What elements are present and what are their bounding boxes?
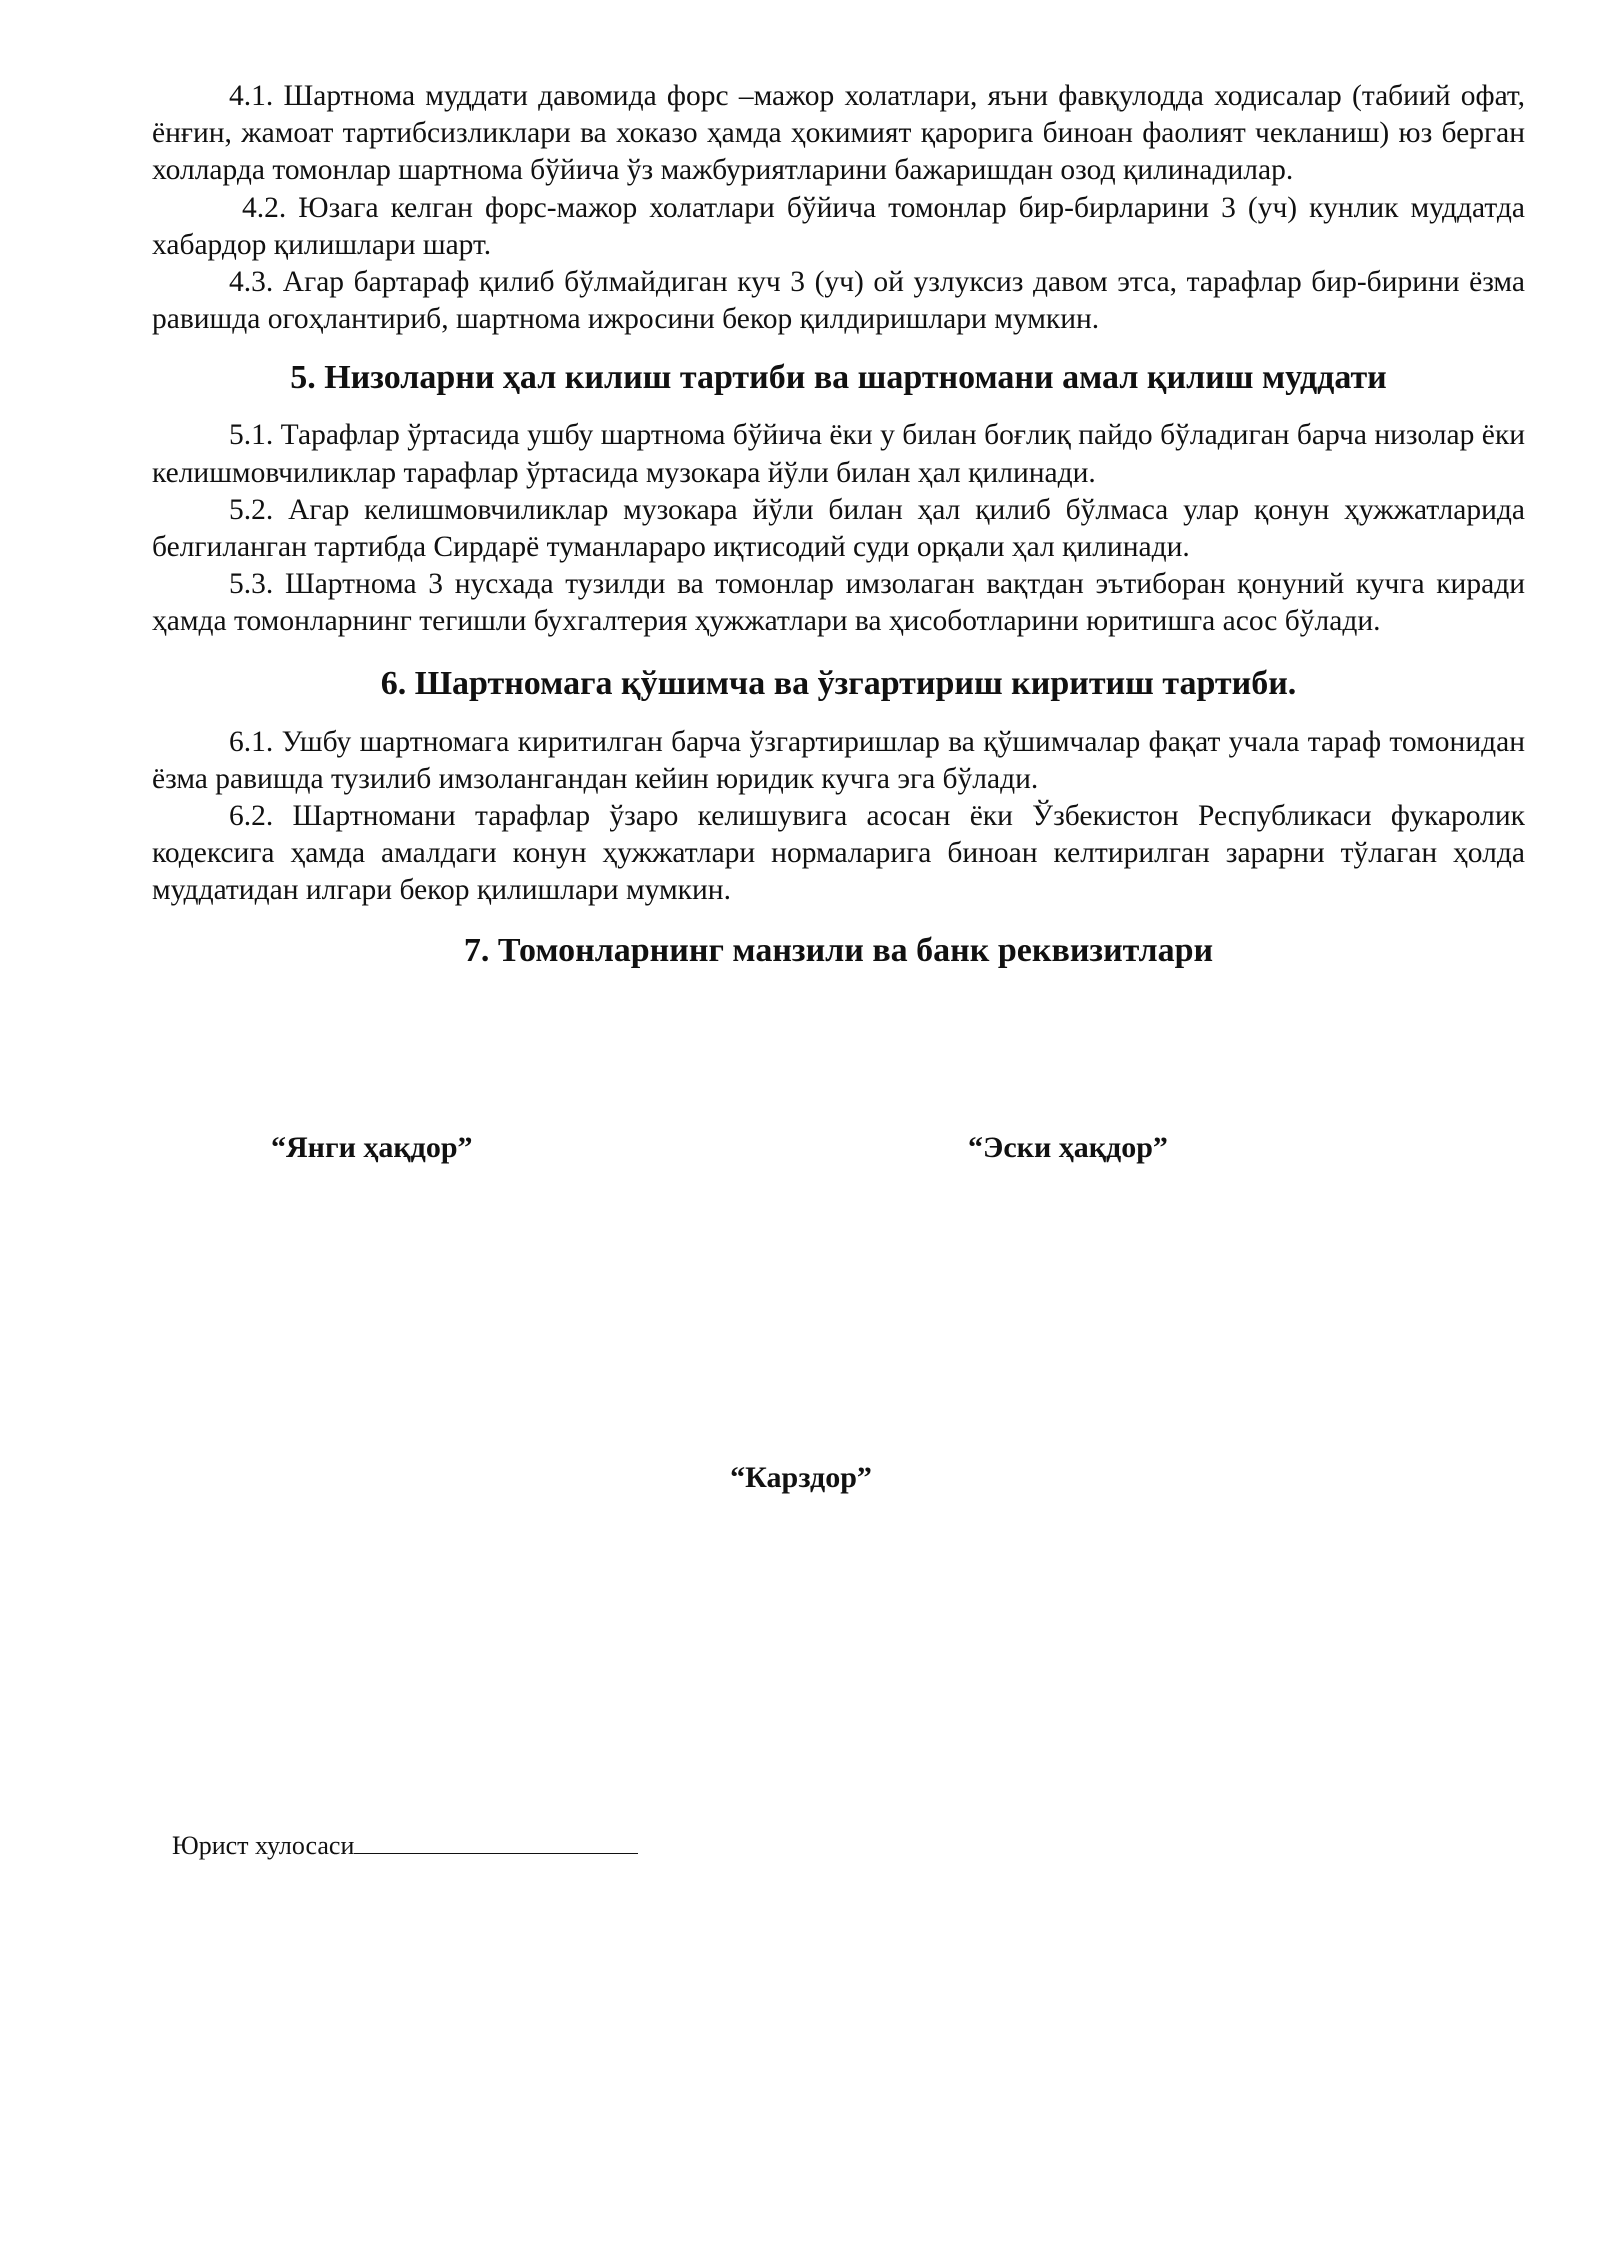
document-page bbox=[152, 78, 1525, 1860]
clause-6-1: 6.1. Ушбу шартномага киритилган барча ўзгартиришлар ва қўшимчалар фақат учала тараф томонидан ёзма равишда тузилиб имзолангандан кейин юридик кучга эга бўлади. bbox=[152, 725, 1525, 795]
signature-line bbox=[354, 1827, 638, 1854]
old-holder-label: “Эски ҳақдор” bbox=[968, 1131, 1168, 1164]
section-5-heading: 5. Низоларни ҳал килиш тартиби ва шартномани амал қилиш муддати bbox=[290, 359, 1387, 397]
clause-4-3: 4.3. Агар бартараф қилиб бўлмайдиган куч 3 (уч) ой узлуксиз давом этса, тарафлар бир-бирини ёзма равишда огоҳлантириб, шартнома ижросини бекор қилдиришлари мумкин. bbox=[152, 266, 1525, 336]
clause-6-2: 6.2. Шартномани тарафлар ўзаро келишувига асосан ёки Ўзбекистон Республикаси фукаролик кодексига ҳамда амалдаги конун ҳужжатлари нормаларига биноан келтирилган зарарни тўлаган ҳолда муддатидан илгари бекор қилишлари мумкин. bbox=[152, 800, 1525, 907]
clause-4-2: 4.2. Юзага келган форс-мажор холатлари бўйича томонлар бир-бирларини 3 (уч) кунлик муддатда хабардор қилишлари шарт. bbox=[152, 191, 1525, 261]
debtor-label: “Карздор” bbox=[730, 1461, 872, 1494]
lawyer-conclusion bbox=[172, 1827, 638, 1863]
clause-5-2: 5.2. Агар келишмовчиликлар музокара йўли билан ҳал қилиб бўлмаса улар қонун ҳужжатларида белгиланган тартибда Сирдарё туманлараро иқтисодий суди орқали ҳал қилинади. bbox=[152, 493, 1525, 564]
clause-5-1: 5.1. Тарафлар ўртасида ушбу шартнома бўйича ёки у билан боғлиқ пайдо бўладиган барча низолар ёки келишмовчиликлар тарафлар ўртасида музокара йўли билан ҳал қилинади. bbox=[152, 419, 1525, 489]
clause-5-3: 5.3. Шартнома 3 нусхада тузилди ва томонлар имзолаган вақтдан эътиборан қонуний кучга киради ҳамда томонларнинг тегишли бухгалтерия ҳужжатлари ва ҳисоботларини юритишга асос бўлади. bbox=[152, 568, 1525, 638]
section-6-heading: 6. Шартномага қўшимча ва ўзгартириш киритиш тартиби. bbox=[380, 664, 1297, 702]
section-7-heading: 7. Томонларнинг манзили ва банк реквизитлари bbox=[463, 931, 1214, 969]
new-holder-label: “Янги ҳақдор” bbox=[271, 1131, 473, 1164]
party-labels bbox=[152, 1128, 1525, 1172]
clause-4-1: 4.1. Шартнома муддати давомида форс –мажор холатлари, яъни фавқулодда ходисалар (табиий офат, ёнғин, жамоат тартибсизликлари ва хоказо ҳамда ҳокимият қарорига биноан фаолият чекланиш) юз берган холларда томонлар шартнома бўйича ўз мажбуриятларини бажаришдан озод қилинадилар. bbox=[152, 80, 1525, 187]
lawyer-conclusion-label: Юрист хулосаси bbox=[172, 1831, 355, 1860]
